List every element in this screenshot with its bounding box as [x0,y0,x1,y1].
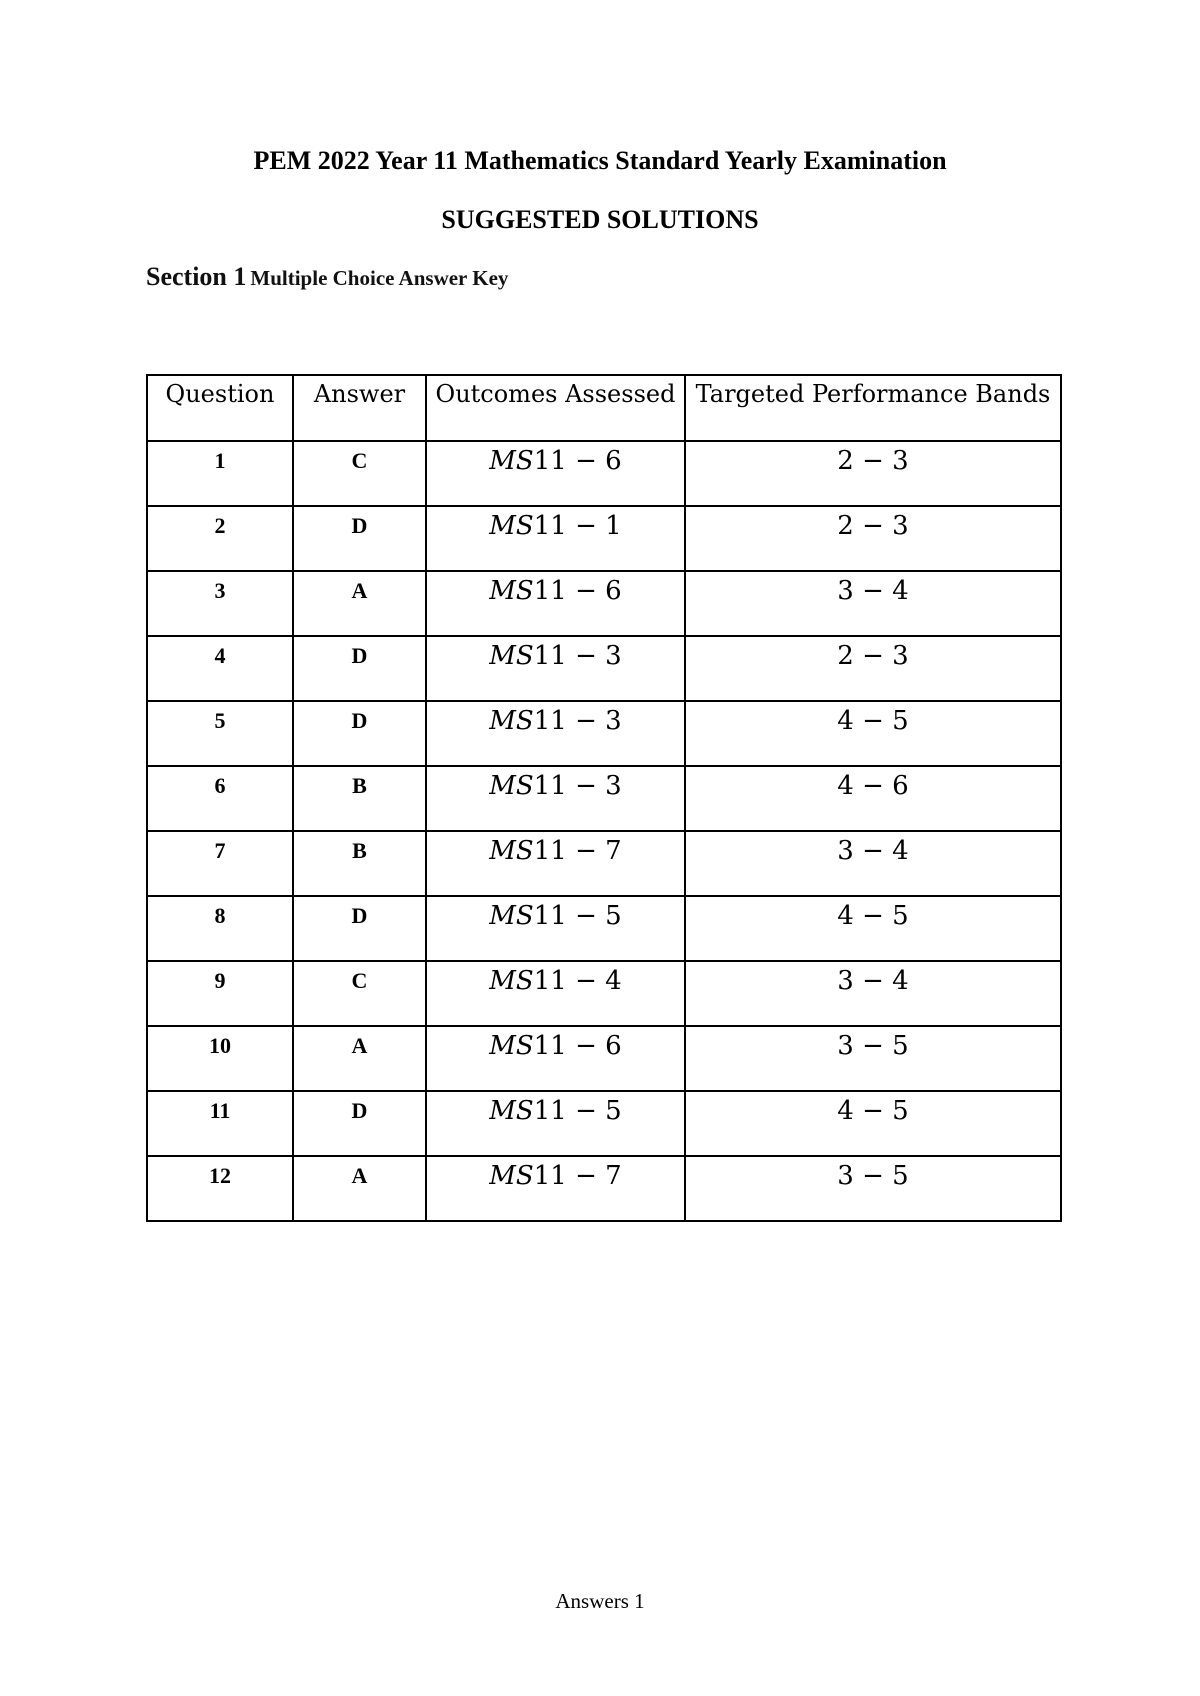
answer-letter: D [351,513,368,538]
outcome-prefix: MS [489,576,534,606]
performance-band: 3 − 4 [837,576,909,606]
table-row [147,701,1061,766]
table-row [147,1156,1061,1221]
outcome-cell [426,441,685,506]
performance-band: 4 − 5 [837,1096,909,1126]
answer-cell [293,766,426,831]
question-cell [147,701,293,766]
question-cell [147,506,293,571]
answer-letter: D [351,1098,368,1123]
outcome-cell [426,701,685,766]
outcome-code [427,897,684,931]
outcome-separator: − [566,1096,606,1126]
question-number: 9 [214,968,226,993]
answer-letter: B [352,838,367,863]
outcome-prefix: MS [489,771,534,801]
answer-letter: D [351,903,368,928]
section-description: Multiple Choice Answer Key [250,266,509,290]
question-cell [147,571,293,636]
performance-band: 2 − 3 [837,511,909,541]
outcome-code [427,702,684,736]
outcome-cell [426,961,685,1026]
outcome-separator: − [566,966,606,996]
question-number: 4 [214,643,226,668]
outcome-value: 6 [605,446,622,476]
outcome-value: 5 [605,901,622,931]
outcome-separator: − [566,511,606,541]
answer-cell [293,831,426,896]
table-row [147,766,1061,831]
answer-cell [293,896,426,961]
outcome-number: 11 [533,836,567,866]
answer-cell [293,1156,426,1221]
band-cell [685,766,1061,831]
question-number: 11 [209,1098,231,1123]
outcome-separator: − [566,576,606,606]
document-subtitle: SUGGESTED SOLUTIONS [441,205,759,234]
performance-band: 2 − 3 [837,641,909,671]
performance-band: 4 − 5 [837,706,909,736]
answer-letter: A [351,578,368,603]
outcome-separator: − [566,1031,606,1061]
performance-band: 3 − 4 [837,836,909,866]
band-cell [685,441,1061,506]
answer-cell [293,961,426,1026]
answer-letter: D [351,708,368,733]
outcome-number: 11 [533,771,567,801]
column-header-question: Question [147,375,293,441]
outcome-prefix: MS [489,1031,534,1061]
question-number: 8 [214,903,226,928]
band-cell [685,701,1061,766]
outcome-code [427,442,684,476]
outcome-cell [426,896,685,961]
outcome-code [427,1157,684,1191]
outcome-cell [426,636,685,701]
question-cell [147,766,293,831]
outcome-cell [426,1156,685,1221]
question-number: 2 [214,513,226,538]
band-cell [685,1156,1061,1221]
outcome-number: 11 [533,966,567,996]
outcome-number: 11 [533,1031,567,1061]
outcome-prefix: MS [489,966,534,996]
outcome-cell [426,831,685,896]
outcome-separator: − [566,1161,606,1191]
performance-band: 4 − 5 [837,901,909,931]
answer-cell [293,636,426,701]
question-number: 7 [214,838,226,863]
table-row [147,571,1061,636]
question-number: 6 [214,773,226,798]
outcome-cell [426,766,685,831]
outcome-cell [426,506,685,571]
outcome-value: 7 [605,836,622,866]
outcome-code [427,572,684,606]
outcome-number: 11 [533,446,567,476]
outcome-separator: − [566,641,606,671]
answer-letter: A [351,1163,368,1188]
outcome-prefix: MS [489,1161,534,1191]
table-row [147,636,1061,701]
answer-letter: B [352,773,367,798]
performance-band: 3 − 4 [837,966,909,996]
table-row [147,1026,1061,1091]
answer-letter: C [351,448,368,473]
question-cell [147,961,293,1026]
question-number: 5 [214,708,226,733]
column-header-outcomes: Outcomes Assessed [426,375,685,441]
band-cell [685,506,1061,571]
answer-letter: C [351,968,368,993]
outcome-prefix: MS [489,706,534,736]
answer-letter: D [351,643,368,668]
outcome-value: 7 [605,1161,622,1191]
table-row [147,896,1061,961]
outcome-number: 11 [533,706,567,736]
band-cell [685,571,1061,636]
table-header-row [147,375,1061,441]
answer-cell [293,1091,426,1156]
outcome-value: 5 [605,1096,622,1126]
outcome-code [427,1092,684,1126]
outcome-value: 3 [605,771,622,801]
outcome-value: 4 [605,966,622,996]
outcome-separator: − [566,901,606,931]
question-number: 12 [209,1163,231,1188]
band-cell [685,961,1061,1026]
outcome-prefix: MS [489,836,534,866]
outcome-code [427,832,684,866]
band-cell [685,1091,1061,1156]
outcome-code [427,962,684,996]
band-cell [685,831,1061,896]
outcome-value: 1 [605,511,622,541]
outcome-prefix: MS [489,511,534,541]
outcome-separator: − [566,771,606,801]
performance-band: 4 − 6 [837,771,909,801]
answer-cell [293,701,426,766]
outcome-code [427,637,684,671]
outcome-code [427,767,684,801]
outcome-prefix: MS [489,1096,534,1126]
outcome-value: 3 [605,706,622,736]
outcome-cell [426,571,685,636]
question-number: 1 [214,448,226,473]
column-header-bands: Targeted Performance Bands [685,375,1061,441]
outcome-prefix: MS [489,641,534,671]
column-header-answer: Answer [293,375,426,441]
question-cell [147,1026,293,1091]
outcome-value: 3 [605,641,622,671]
band-cell [685,636,1061,701]
outcome-separator: − [566,836,606,866]
performance-band: 3 − 5 [837,1031,909,1061]
question-cell [147,831,293,896]
answer-cell [293,571,426,636]
outcome-cell [426,1091,685,1156]
outcome-separator: − [566,706,606,736]
question-cell [147,1091,293,1156]
outcome-value: 6 [605,576,622,606]
question-cell [147,636,293,701]
answer-cell [293,506,426,571]
outcome-number: 11 [533,1161,567,1191]
table-row [147,506,1061,571]
outcome-prefix: MS [489,446,534,476]
table-row [147,441,1061,506]
page-footer: Answers 1 [555,1589,645,1613]
section-label: Section 1 [146,262,247,291]
section-heading [146,262,508,292]
question-cell [147,896,293,961]
performance-band: 2 − 3 [837,446,909,476]
table-row [147,1091,1061,1156]
outcome-number: 11 [533,511,567,541]
document-title: PEM 2022 Year 11 Mathematics Standard Yearly Examination [253,146,947,175]
answer-cell [293,441,426,506]
answer-key-table [146,374,1062,1222]
outcome-number: 11 [533,1096,567,1126]
table-row [147,831,1061,896]
outcome-code [427,507,684,541]
question-cell [147,441,293,506]
outcome-cell [426,1026,685,1091]
answer-cell [293,1026,426,1091]
performance-band: 3 − 5 [837,1161,909,1191]
outcome-number: 11 [533,576,567,606]
question-cell [147,1156,293,1221]
outcome-separator: − [566,446,606,476]
question-number: 3 [214,578,226,603]
outcome-code [427,1027,684,1061]
band-cell [685,1026,1061,1091]
question-number: 10 [209,1033,231,1058]
outcome-number: 11 [533,641,567,671]
answer-letter: A [351,1033,368,1058]
outcome-prefix: MS [489,901,534,931]
band-cell [685,896,1061,961]
outcome-value: 6 [605,1031,622,1061]
outcome-number: 11 [533,901,567,931]
table-row [147,961,1061,1026]
